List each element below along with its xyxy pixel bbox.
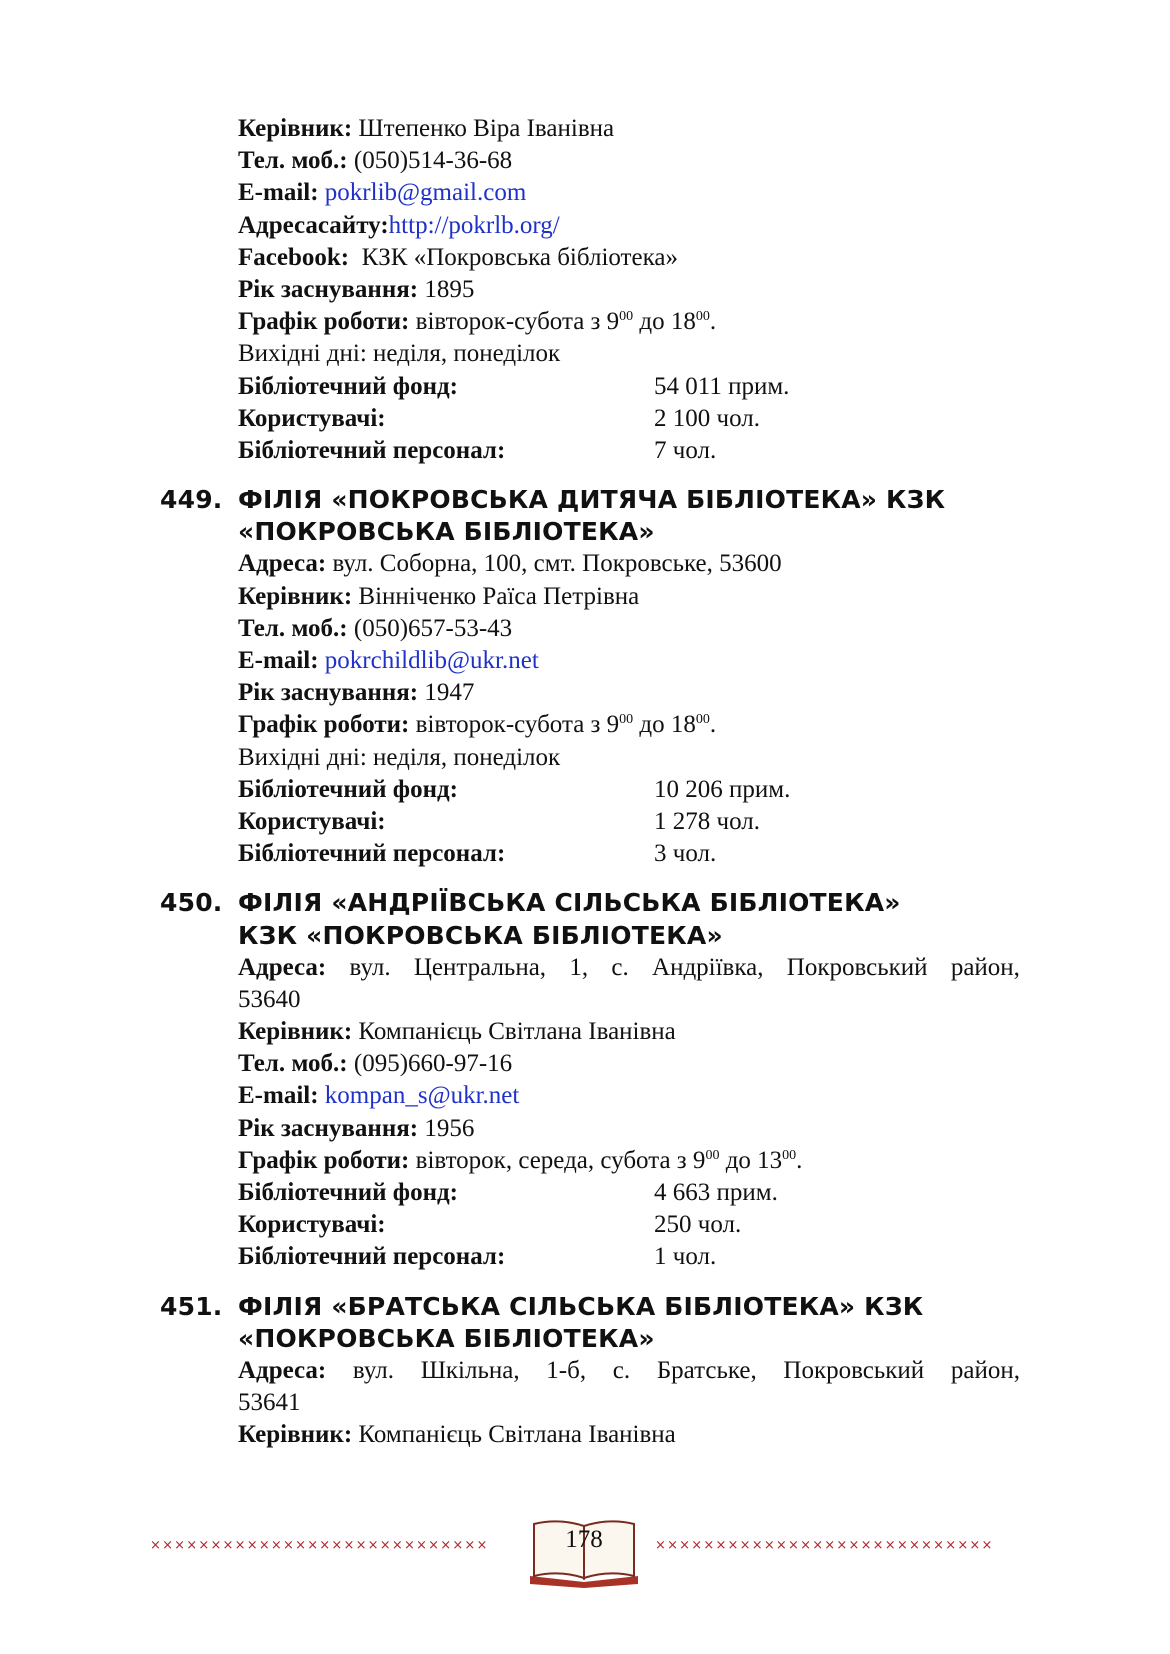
fund-value: 54 011 прим. <box>654 372 790 400</box>
days-off: Вихідні дні: неділя, понеділок <box>238 743 561 771</box>
address-word: с. <box>612 1356 631 1384</box>
facebook-label: Facebook: <box>238 243 350 271</box>
days-off-line <box>160 338 1020 370</box>
director-line <box>160 1419 1020 1451</box>
users-label: Користувачі: <box>238 404 386 432</box>
users-line <box>160 403 1020 435</box>
entry-heading <box>160 887 1020 919</box>
entry-heading <box>160 1291 1020 1323</box>
address-word: 1-б, <box>546 1356 587 1384</box>
schedule-text: до 13 <box>719 1146 783 1174</box>
schedule-text: до 18 <box>633 308 696 336</box>
staff-line <box>160 1241 1020 1273</box>
email-link[interactable]: pokrlib@gmail.com <box>324 179 527 207</box>
address-line-cont <box>160 1387 1020 1419</box>
director-value: Вінніченко Раїса Петрівна <box>352 582 640 610</box>
schedule-label: Графік роботи: <box>238 1146 410 1174</box>
director-label: Керівник: <box>238 1018 353 1046</box>
facebook-line <box>160 242 1020 274</box>
staff-line <box>160 435 1020 467</box>
entry-title: ФІЛІЯ «БРАТСЬКА СІЛЬСЬКА БІБЛІОТЕКА» КЗК <box>238 1291 924 1321</box>
fund-value: 4 663 прим. <box>654 1179 778 1206</box>
email-label: E-mail: <box>238 647 319 674</box>
phone-value: (050)514-36-68 <box>347 147 513 175</box>
phone-label: Тел. моб.: <box>238 1050 348 1078</box>
address-postcode: 53640 <box>238 985 301 1013</box>
address-word: Покровський <box>786 953 928 981</box>
address-word: район, <box>950 953 1020 981</box>
entry-title: «ПОКРОВСЬКА БІБЛІОТЕКА» <box>238 517 655 547</box>
phone-value: (095)660-97-16 <box>347 1050 513 1078</box>
schedule-end: . <box>796 1146 803 1174</box>
fund-line <box>160 371 1020 403</box>
ornament-left: ×××××××××××××××××××××××××××× <box>150 1538 489 1553</box>
schedule-sup: 00 <box>705 1147 720 1163</box>
schedule-line <box>160 709 1020 741</box>
staff-label: Бібліотечний персонал: <box>238 1243 506 1271</box>
days-off-line <box>160 742 1020 774</box>
address-word: вул. <box>349 953 391 981</box>
director-line <box>160 113 1020 145</box>
founded-line <box>160 1113 1020 1145</box>
schedule-sup: 00 <box>782 1147 797 1163</box>
schedule-label: Графік роботи: <box>238 308 410 336</box>
staff-value: 1 чол. <box>654 1243 717 1271</box>
director-value: Компанієць Світлана Іванівна <box>352 1018 676 1046</box>
email-line <box>160 1080 1020 1112</box>
phone-line <box>160 613 1020 645</box>
page-content <box>160 113 1020 1452</box>
ornament-right: ×××××××××××××××××××××××××××× <box>655 1538 994 1553</box>
users-label: Користувачі: <box>238 1211 386 1239</box>
staff-value: 3 чол. <box>654 840 717 868</box>
address-label: Адреса: <box>238 1356 327 1384</box>
fund-label: Бібліотечний фонд: <box>238 372 458 400</box>
address-word: 1, <box>569 953 589 981</box>
entry-title: ФІЛІЯ «АНДРІЇВСЬКА СІЛЬСЬКА БІБЛІОТЕКА» <box>238 888 901 918</box>
founded-value: 1947 <box>418 679 475 707</box>
director-label: Керівник: <box>238 1421 353 1449</box>
staff-line <box>160 838 1020 870</box>
entry-heading-cont <box>160 1323 1020 1355</box>
address-word: Андріївка, <box>652 953 764 981</box>
entry-heading <box>160 484 1020 516</box>
address-word: Центральна, <box>413 953 547 981</box>
entry-title: ФІЛІЯ «ПОКРОВСЬКА ДИТЯЧА БІБЛІОТЕКА» КЗК <box>238 485 946 515</box>
founded-line <box>160 274 1020 306</box>
email-label: E-mail: <box>238 179 319 207</box>
users-line <box>160 1209 1020 1241</box>
users-value: 250 чол. <box>654 1211 742 1239</box>
address-word: с. <box>611 953 629 981</box>
entry-number: 449. <box>160 485 223 515</box>
email-line <box>160 177 1020 209</box>
address-justified <box>238 952 1020 984</box>
schedule-line <box>160 306 1020 338</box>
address-value: вул. Соборна, 100, смт. Покровське, 53600 <box>326 550 782 578</box>
founded-label: Рік заснування: <box>238 275 419 303</box>
schedule-sup: 00 <box>619 712 634 728</box>
entry-title: «ПОКРОВСЬКА БІБЛІОТЕКА» <box>238 1323 655 1353</box>
staff-label: Бібліотечний персонал: <box>238 436 506 464</box>
users-value: 2 100 чол. <box>654 404 760 432</box>
director-label: Керівник: <box>238 115 353 142</box>
entry-title: КЗК «ПОКРОВСЬКА БІБЛІОТЕКА» <box>238 920 723 950</box>
phone-line <box>160 1048 1020 1080</box>
facebook-value: КЗК «Покровська бібліотека» <box>349 243 678 271</box>
director-label: Керівник: <box>238 582 353 610</box>
fund-label: Бібліотечний фонд: <box>238 1179 458 1206</box>
address-word: Покровський <box>783 1356 925 1384</box>
founded-line <box>160 677 1020 709</box>
address-line <box>160 1355 1020 1387</box>
schedule-label: Графік роботи: <box>238 711 410 739</box>
users-value: 1 278 чол. <box>654 807 760 835</box>
days-off: Вихідні дні: неділя, понеділок <box>238 340 561 368</box>
users-line <box>160 806 1020 838</box>
address-line-cont <box>160 984 1020 1016</box>
entry-number: 450. <box>160 888 223 918</box>
schedule-line <box>160 1145 1020 1177</box>
address-line <box>160 548 1020 580</box>
phone-label: Тел. моб.: <box>238 147 348 175</box>
entry-heading-cont <box>160 920 1020 952</box>
director-value: Штепенко Віра Іванівна <box>352 115 615 142</box>
schedule-text: вівторок-субота з 9 <box>409 711 620 739</box>
schedule-text: вівторок, середа, субота з 9 <box>409 1146 706 1174</box>
schedule-text: вівторок-субота з 9 <box>409 308 620 336</box>
address-word: район, <box>950 1356 1020 1384</box>
phone-value: (050)657-53-43 <box>347 614 513 642</box>
phone-line <box>160 145 1020 177</box>
entry-heading-cont <box>160 516 1020 548</box>
page-number: 178 <box>565 1526 603 1553</box>
website-line <box>160 210 1020 242</box>
director-line <box>160 1016 1020 1048</box>
schedule-sup: 00 <box>619 309 634 325</box>
director-value: Компанієць Світлана Іванівна <box>352 1421 676 1449</box>
founded-label: Рік заснування: <box>238 1114 419 1142</box>
schedule-sup: 00 <box>695 309 710 325</box>
page-footer <box>150 1518 1020 1588</box>
fund-label: Бібліотечний фонд: <box>238 775 458 803</box>
schedule-sup: 00 <box>695 712 710 728</box>
address-word: Братське, <box>656 1356 757 1384</box>
director-line <box>160 581 1020 613</box>
fund-line <box>160 1177 1020 1209</box>
address-label: Адреса: <box>238 953 327 981</box>
fund-line <box>160 774 1020 806</box>
users-label: Користувачі: <box>238 807 386 835</box>
website-label: Адресасайту: <box>238 211 389 239</box>
staff-label: Бібліотечний персонал: <box>238 840 506 868</box>
phone-label: Тел. моб.: <box>238 614 348 642</box>
email-link[interactable]: kompan_s@ukr.net <box>324 1082 520 1110</box>
email-line <box>160 645 1020 677</box>
schedule-end: . <box>709 711 717 739</box>
fund-value: 10 206 прим. <box>654 775 791 803</box>
email-label: E-mail: <box>238 1082 319 1110</box>
founded-label: Рік заснування: <box>238 679 419 707</box>
address-label: Адреса: <box>238 550 327 578</box>
website-link[interactable]: http://pokrlb.org/ <box>388 211 560 239</box>
address-word: Шкільна, <box>420 1356 520 1384</box>
staff-value: 7 чол. <box>654 436 717 464</box>
email-link[interactable]: pokrchildlib@ukr.net <box>324 647 539 674</box>
schedule-text: до 18 <box>633 711 696 739</box>
address-postcode: 53641 <box>238 1389 301 1417</box>
founded-value: 1956 <box>418 1114 475 1142</box>
address-justified <box>238 1355 1020 1387</box>
entry-number: 451. <box>160 1291 223 1321</box>
address-line <box>160 952 1020 984</box>
schedule-end: . <box>709 308 717 336</box>
address-word: вул. <box>352 1356 394 1384</box>
founded-value: 1895 <box>418 275 475 303</box>
